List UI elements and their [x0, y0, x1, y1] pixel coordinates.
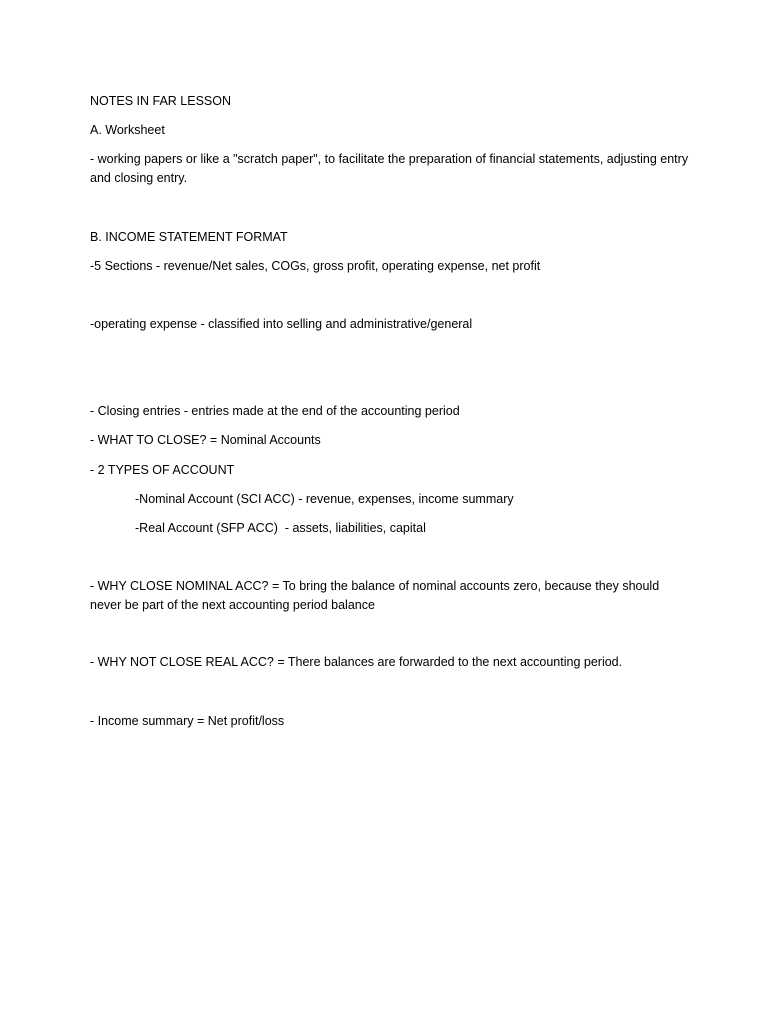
why-not-close-real-line: - WHY NOT CLOSE REAL ACC? = There balances are forwarded to the next accounting period.	[90, 655, 623, 669]
sections-line: -5 Sections - revenue/Net sales, COGs, gross profit, operating expense, net profit	[90, 259, 541, 273]
types-of-account-line: - 2 TYPES OF ACCOUNT	[90, 463, 235, 477]
section-b-heading: B. INCOME STATEMENT FORMAT	[90, 230, 288, 244]
closing-entries-line: - Closing entries - entries made at the end of the accounting period	[90, 404, 460, 418]
operating-expense-line: -operating expense - classified into selling and administrative/general	[90, 317, 473, 331]
section-a-heading: A. Worksheet	[90, 123, 165, 137]
why-close-nominal-line: - WHY CLOSE NOMINAL ACC? = To bring the balance of nominal accounts zero, because they should never be part of the next accounting period balance	[90, 579, 660, 612]
document-title: NOTES IN FAR LESSON	[90, 94, 232, 108]
nominal-account-line: -Nominal Account (SCI ACC) - revenue, expenses, income summary	[135, 492, 514, 506]
income-summary-line: - Income summary = Net profit/loss	[90, 714, 285, 728]
real-account-line: -Real Account (SFP ACC) - assets, liabilities, capital	[135, 521, 426, 535]
what-to-close-line: - WHAT TO CLOSE? = Nominal Accounts	[90, 433, 321, 447]
section-a-text: - working papers or like a "scratch paper", to facilitate the preparation of financial statements, adjusting entry and closing entry.	[90, 152, 689, 185]
